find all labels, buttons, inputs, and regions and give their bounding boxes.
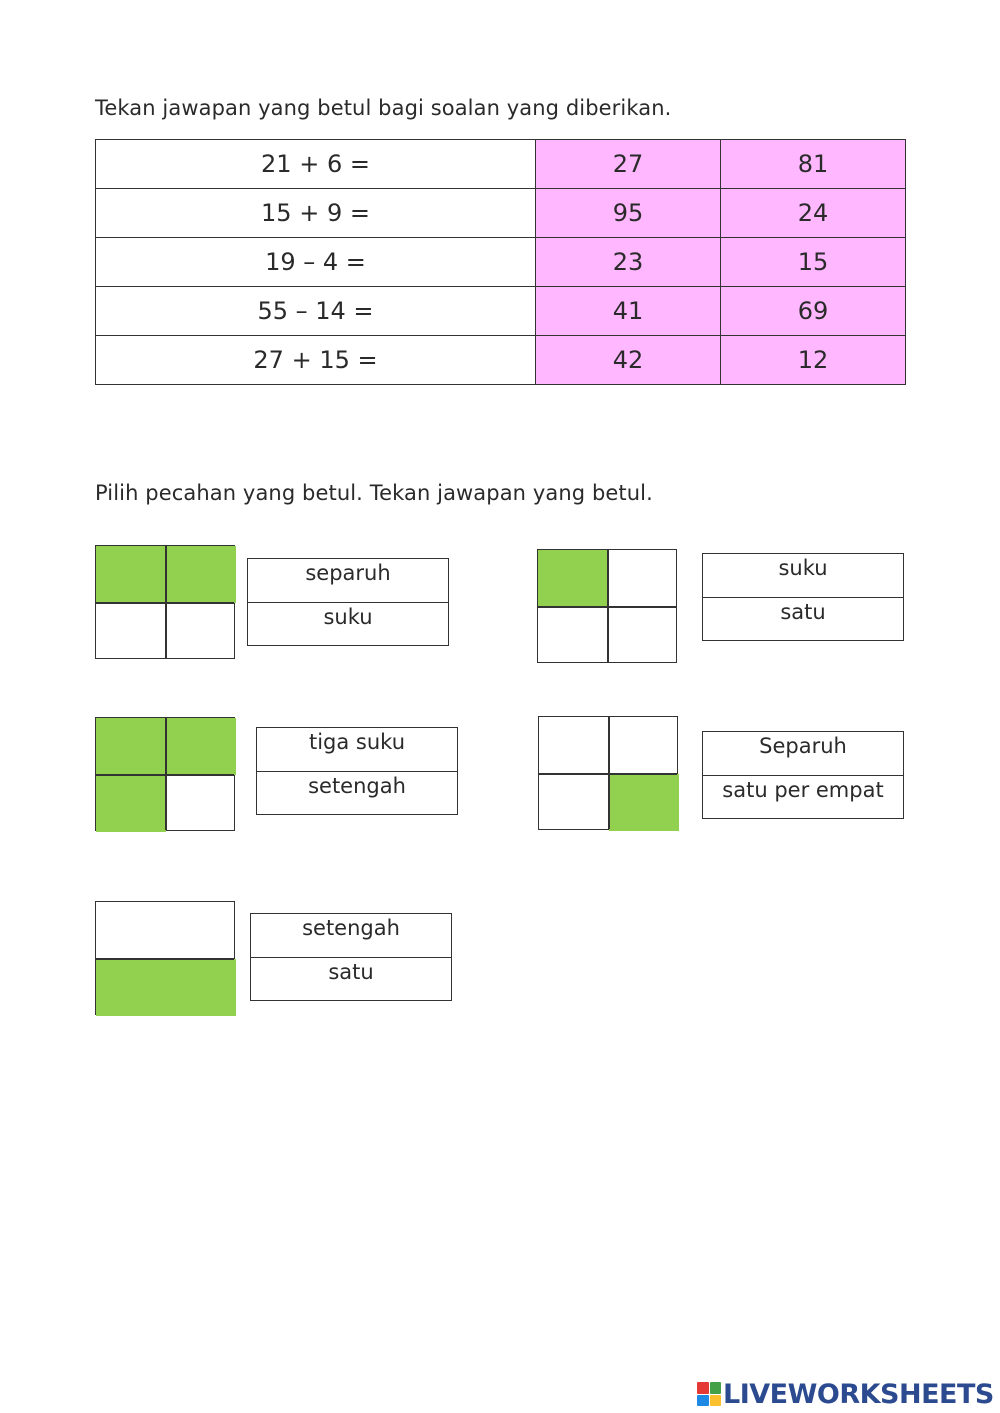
answer-option[interactable]: tiga suku [308, 730, 406, 754]
question-cell: 27 + 15 = [96, 336, 536, 385]
answer-option[interactable]: 41 [536, 287, 721, 336]
answer-option[interactable]: 81 [721, 140, 906, 189]
answer-option[interactable]: 12 [721, 336, 906, 385]
shaded-cell [96, 546, 166, 603]
answer-option[interactable]: 69 [721, 287, 906, 336]
answer-option[interactable]: 27 [536, 140, 721, 189]
answer-option[interactable]: 23 [536, 238, 721, 287]
answer-option[interactable]: 24 [721, 189, 906, 238]
fraction-diagram [95, 717, 235, 831]
shaded-cell [538, 550, 608, 607]
answer-box [702, 731, 904, 819]
table-row [96, 287, 906, 336]
answer-box [247, 558, 449, 646]
table-row [96, 336, 906, 385]
fraction-diagram [95, 901, 235, 1015]
logo-icon [697, 1382, 721, 1406]
fraction-diagram [95, 545, 235, 659]
answer-option[interactable]: suku [778, 556, 828, 580]
shaded-cell [166, 546, 236, 603]
answer-option[interactable]: satu [703, 597, 903, 640]
answer-option[interactable]: separuh [305, 561, 391, 585]
answer-option[interactable]: 95 [536, 189, 721, 238]
answer-option[interactable]: 42 [536, 336, 721, 385]
shaded-cell [166, 718, 236, 775]
answer-box [250, 913, 452, 1001]
answer-option[interactable]: satu [251, 957, 451, 1000]
table-row [96, 189, 906, 238]
shaded-cell [96, 959, 236, 1016]
answer-option[interactable]: 15 [721, 238, 906, 287]
question-cell: 21 + 6 = [96, 140, 536, 189]
shaded-cell [96, 775, 166, 832]
answer-option[interactable]: suku [248, 602, 448, 645]
liveworksheets-logo [697, 1377, 994, 1411]
answer-box [256, 727, 458, 815]
answer-option[interactable]: setengah [302, 916, 400, 940]
question-cell: 15 + 9 = [96, 189, 536, 238]
instruction-arithmetic: Tekan jawapan yang betul bagi soalan yang diberikan. [95, 96, 672, 120]
fraction-diagram [537, 549, 677, 663]
answer-option[interactable]: satu per empat [703, 775, 903, 818]
table-row [96, 140, 906, 189]
answer-box [702, 553, 904, 641]
instruction-fractions: Pilih pecahan yang betul. Tekan jawapan yang betul. [95, 481, 653, 505]
shaded-cell [96, 718, 166, 775]
question-cell: 19 – 4 = [96, 238, 536, 287]
shaded-cell [609, 774, 679, 831]
logo-text: LIVEWORKSHEETS [723, 1378, 994, 1410]
answer-option[interactable]: setengah [257, 771, 457, 814]
fraction-diagram [538, 716, 678, 830]
answer-option[interactable]: Separuh [759, 734, 847, 758]
question-cell: 55 – 14 = [96, 287, 536, 336]
table-row [96, 238, 906, 287]
arithmetic-table [95, 139, 906, 385]
